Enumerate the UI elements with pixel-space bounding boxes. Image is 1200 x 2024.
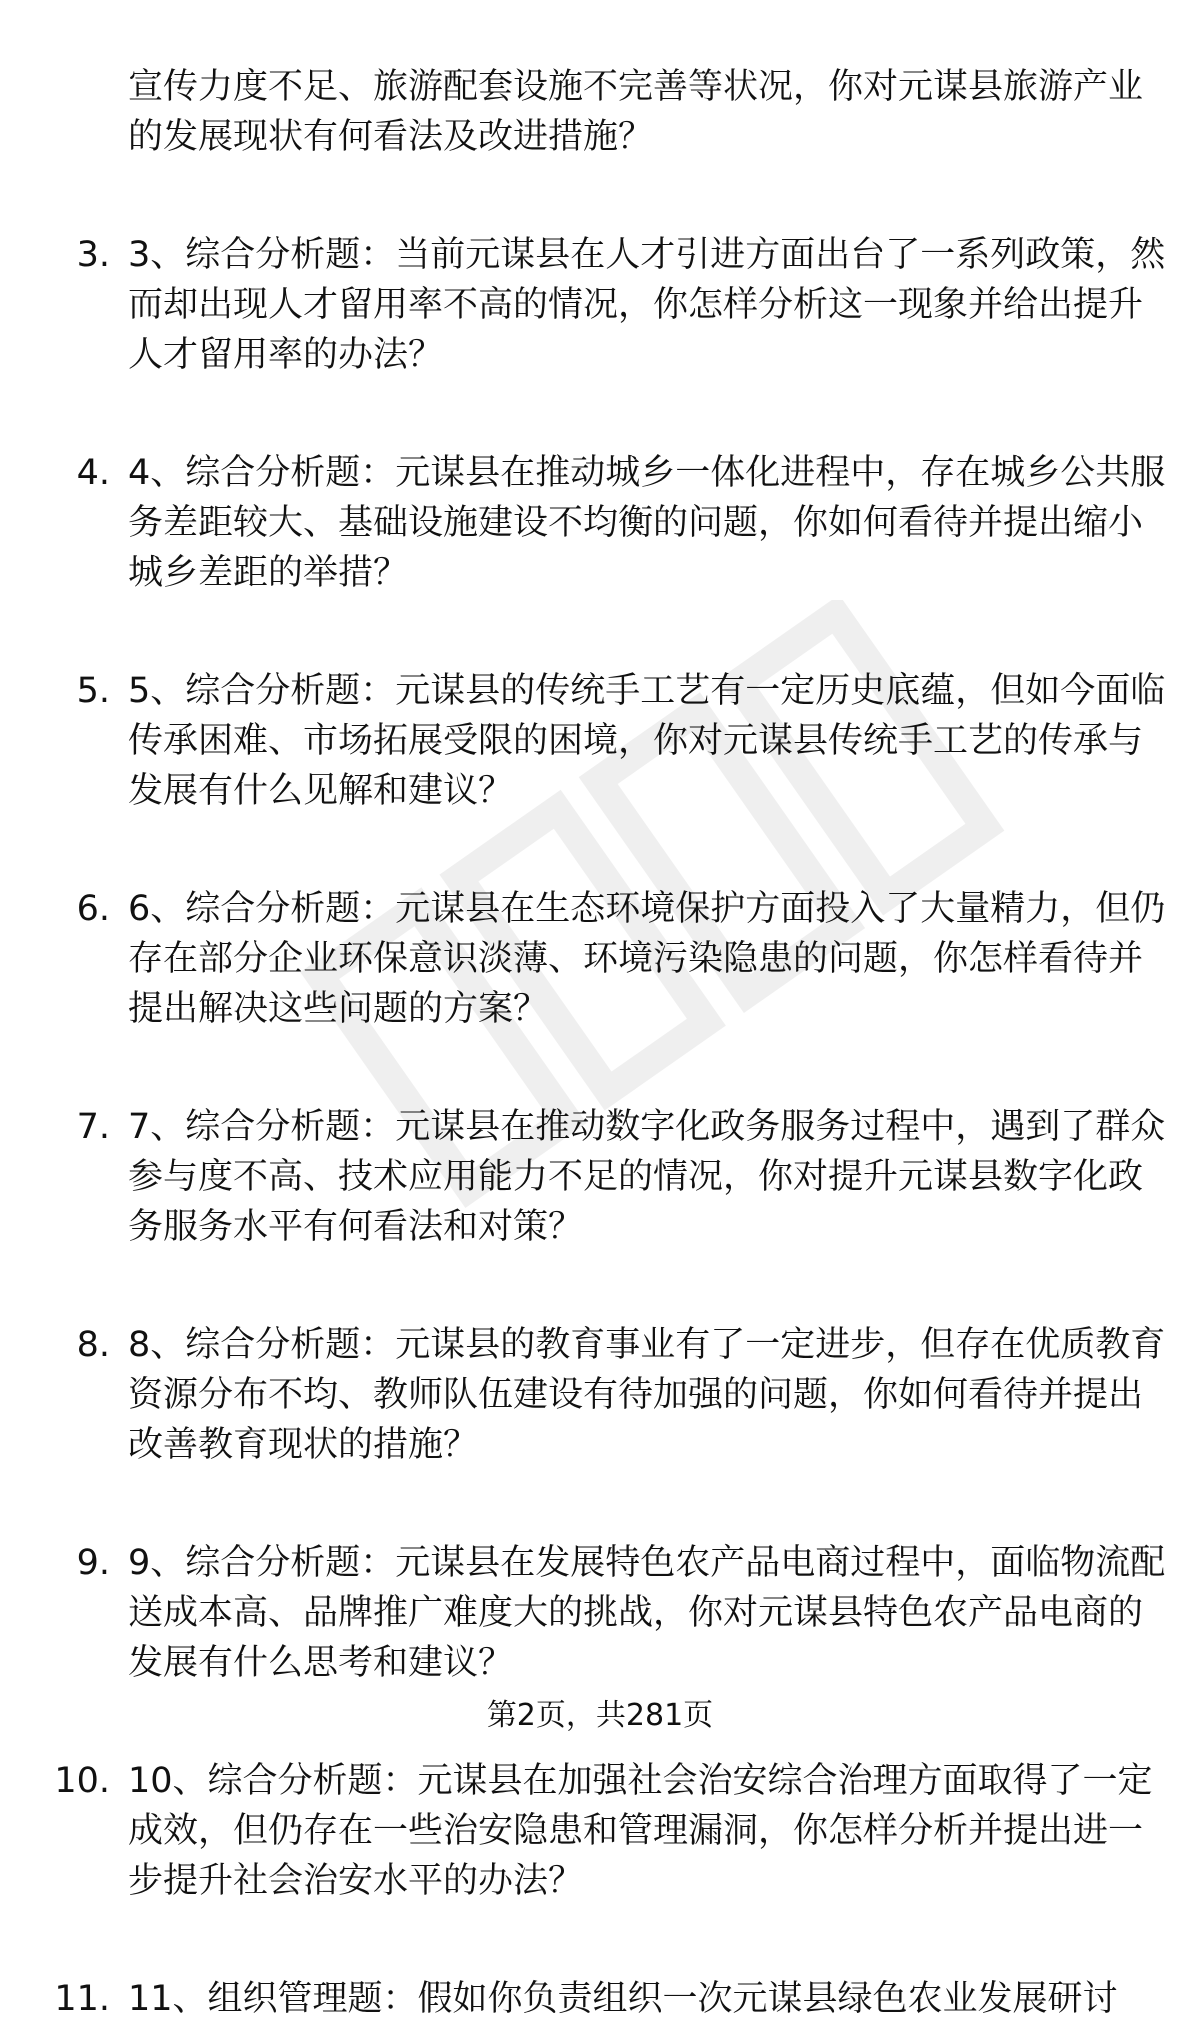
list-number: 4. <box>76 453 110 493</box>
list-item <box>0 1756 1200 1906</box>
list-item-text: 4、综合分析题：元谋县在推动城乡一体化进程中，存在城乡公共服务差距较大、基础设施建设不均衡的问题，你如何看待并提出缩小城乡差距的举措？ <box>128 453 1166 593</box>
list-item <box>0 1538 1200 1688</box>
list-item-text: 3、综合分析题：当前元谋县在人才引进方面出台了一系列政策，然而却出现人才留用率不高的情况，你怎样分析这一现象并给出提升人才留用率的办法？ <box>128 235 1166 375</box>
list-item <box>0 1974 1200 2024</box>
list-item-text: 6、综合分析题：元谋县在生态环境保护方面投入了大量精力，但仍存在部分企业环保意识淡薄、环境污染隐患的问题，你怎样看待并提出解决这些问题的方案？ <box>128 889 1166 1029</box>
list-number: 3. <box>76 235 110 275</box>
list-number: 7. <box>76 1107 110 1147</box>
list-number: 5. <box>76 671 110 711</box>
list-item-text: 10、综合分析题：元谋县在加强社会治安综合治理方面取得了一定成效，但仍存在一些治安隐患和管理漏洞，你怎样分析并提出进一步提升社会治安水平的办法？ <box>128 1761 1153 1901</box>
list-number: 8. <box>76 1325 110 1365</box>
list-item <box>0 1320 1200 1470</box>
list-item <box>0 884 1200 1034</box>
list-item <box>0 1102 1200 1252</box>
list-item <box>0 230 1200 380</box>
list-item <box>0 448 1200 598</box>
page-footer: 第2页，共281页 <box>486 1698 714 1733</box>
list-item <box>0 666 1200 816</box>
list-number: 6. <box>76 889 110 929</box>
list-item-text: 8、综合分析题：元谋县的教育事业有了一定进步，但存在优质教育资源分布不均、教师队伍建设有待加强的问题，你如何看待并提出改善教育现状的措施？ <box>128 1325 1166 1465</box>
list-item-text: 7、综合分析题：元谋县在推动数字化政务服务过程中，遇到了群众参与度不高、技术应用能力不足的情况，你对提升元谋县数字化政务服务水平有何看法和对策？ <box>128 1107 1166 1247</box>
list-item-text: 5、综合分析题：元谋县的传统手工艺有一定历史底蕴，但如今面临传承困难、市场拓展受限的困境，你对元谋县传统手工艺的传承与发展有什么见解和建议？ <box>128 671 1166 811</box>
list-number: 11. <box>54 1979 110 2019</box>
list-item-text: 9、综合分析题：元谋县在发展特色农产品电商过程中，面临物流配送成本高、品牌推广难度大的挑战，你对元谋县特色农产品电商的发展有什么思考和建议？ <box>128 1543 1166 1683</box>
list-number: 9. <box>76 1543 110 1583</box>
list-item-text: 11、组织管理题：假如你负责组织一次元谋县绿色农业发展研讨 <box>128 1979 1118 2019</box>
list-number: 10. <box>54 1761 110 1801</box>
continuation-paragraph: 宣传力度不足、旅游配套设施不完善等状况，你对元谋县旅游产业的发展现状有何看法及改进措施？ <box>128 67 1144 157</box>
